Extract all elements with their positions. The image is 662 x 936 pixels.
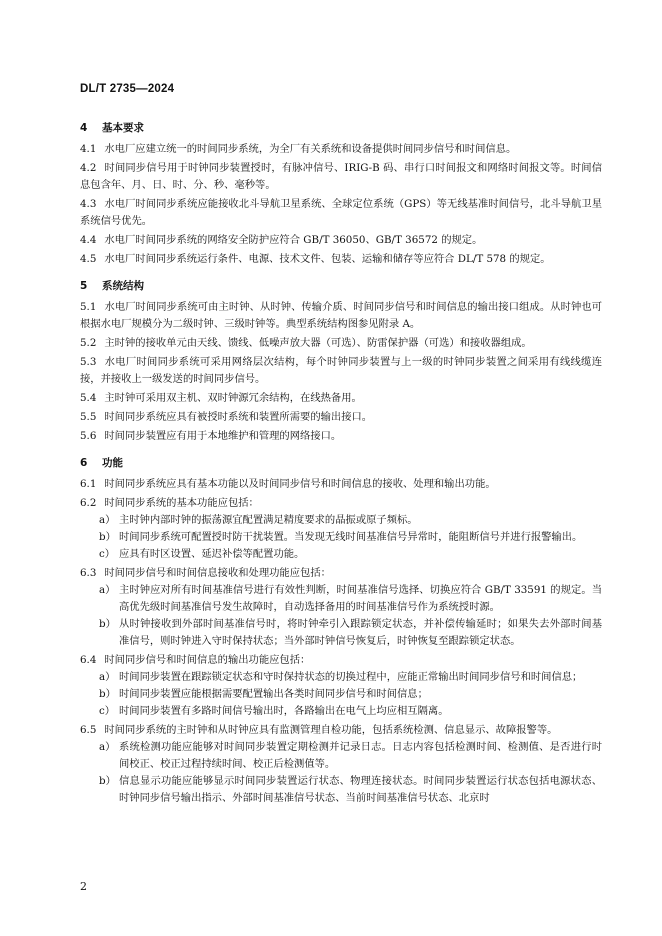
list-item-text: 时间同步装置在跟踪锁定状态和守时保持状态的切换过程中，应能正常输出时间同步信号和时间信息； bbox=[119, 671, 583, 683]
list-item bbox=[80, 529, 602, 546]
clause-number: 4.1 bbox=[80, 143, 97, 155]
clause-text bbox=[80, 141, 602, 158]
clause-number: 4.2 bbox=[80, 162, 97, 174]
list-item-text: 从时钟接收到外部时间基准信号时，将时钟牵引入跟踪锁定状态，并补偿传输延时；如果失去外部时间基准信号，则时钟进入守时保持状态；当外部时钟信号恢复后，时钟恢复至跟踪锁定状态。 bbox=[119, 618, 602, 647]
clause-number: 6.2 bbox=[80, 497, 97, 509]
document-header: DL/T 2735—2024 bbox=[80, 83, 175, 95]
clause-body: 水电厂时间同步系统可由主时钟、从时钟、传输介质、时间同步信号和时间信息的输出接口组成。从时钟也可根据水电厂规模分为二级时钟、三级时钟等。典型系统结构图参见附录 A。 bbox=[80, 301, 602, 330]
clause-number: 5.3 bbox=[80, 356, 97, 368]
clause-body: 水电厂时间同步系统可采用网络层次结构，每个时钟同步装置与上一级的时钟同步装置之间采用有线线缆连接，并接收上一级发送的时间同步信号。 bbox=[80, 356, 602, 385]
clause-body: 时间同步系统的主时钟和从时钟应具有监测管理自检功能，包括系统检测、信息显示、故障报警等。 bbox=[104, 724, 558, 736]
list-item-label: c） bbox=[99, 548, 116, 560]
list-item-text: 主时钟应对所有时间基准信号进行有效性判断，时间基准信号选择、切换应符合 GB/T 33591 的规定。当高优先级时间基准信号发生故障时，自动选择备用的时间基准信号作为系统授时源。 bbox=[119, 584, 602, 613]
list-item bbox=[80, 739, 602, 773]
list-item bbox=[80, 512, 602, 529]
list-item-label: b） bbox=[99, 618, 116, 630]
clause-number: 4.3 bbox=[80, 198, 97, 210]
clause bbox=[80, 232, 602, 249]
clause-number: 6.1 bbox=[80, 478, 97, 490]
clause-body: 时间同步系统的基本功能应包括： bbox=[104, 497, 259, 509]
section-number: 5 bbox=[80, 280, 88, 292]
clause-text bbox=[80, 354, 602, 388]
clause-number: 4.5 bbox=[80, 253, 97, 265]
clause bbox=[80, 335, 602, 352]
section-title: 系统结构 bbox=[102, 280, 144, 292]
clause-number: 5.6 bbox=[80, 430, 97, 442]
clause-body: 水电厂时间同步系统的网络安全防护应符合 GB/T 36050、GB/T 36572 的规定。 bbox=[104, 234, 483, 246]
clause-text bbox=[80, 495, 602, 512]
clause-body: 时间同步系统应具有基本功能以及时间同步信号和时间信息的接收、处理和输出功能。 bbox=[104, 478, 496, 490]
clause-text bbox=[80, 196, 602, 230]
clause-text bbox=[80, 476, 602, 493]
list-item bbox=[80, 582, 602, 616]
list-item-label: a） bbox=[99, 671, 116, 683]
section-number: 6 bbox=[80, 457, 88, 469]
list-item-label: a） bbox=[99, 514, 116, 526]
list-item-text: 主时钟内部时钟的振荡源宜配置满足精度要求的晶振或原子频标。 bbox=[119, 514, 418, 526]
clause bbox=[80, 354, 602, 388]
list-item-label: b） bbox=[99, 531, 116, 543]
clause-text bbox=[80, 251, 602, 268]
list-item-label: a） bbox=[99, 584, 116, 596]
section-heading bbox=[80, 120, 602, 135]
list-item bbox=[80, 703, 602, 720]
clause bbox=[80, 251, 602, 268]
list-item-text: 时间同步装置应能根据需要配置输出各类时间同步信号和时间信息； bbox=[119, 688, 428, 700]
section-title: 基本要求 bbox=[102, 122, 144, 134]
clause-body: 时间同步信号和时间信息的输出功能应包括： bbox=[104, 654, 311, 666]
clause bbox=[80, 196, 602, 230]
clause-body: 主时钟的接收单元由天线、馈线、低噪声放大器（可选）、防雷保护器（可选）和接收器组成。 bbox=[104, 337, 532, 349]
clause bbox=[80, 476, 602, 493]
clause-number: 4.4 bbox=[80, 234, 97, 246]
clause bbox=[80, 390, 602, 407]
list-item bbox=[80, 686, 602, 703]
clause-number: 5.2 bbox=[80, 337, 97, 349]
clause bbox=[80, 299, 602, 333]
clause-text bbox=[80, 409, 602, 426]
list-item-text: 时间同步装置有多路时间信号输出时，各路输出在电气上均应相互隔离。 bbox=[119, 705, 449, 717]
clause bbox=[80, 495, 602, 563]
clause-text bbox=[80, 335, 602, 352]
clause-number: 6.3 bbox=[80, 567, 97, 579]
clause-body: 水电厂应建立统一的时间同步系统，为全厂有关系统和设备提供时间同步信号和时间信息。 bbox=[104, 143, 517, 155]
list-item-text: 系统检测功能应能够对时间同步装置定期检测并记录日志。日志内容包括检测时间、检测值、是否进行时间校正、校正过程持续时间、校正后检测值等。 bbox=[119, 741, 602, 770]
clause-body: 时间同步信号和时间信息接收和处理功能应包括： bbox=[104, 567, 331, 579]
clause bbox=[80, 652, 602, 720]
section-title: 功能 bbox=[102, 457, 123, 469]
clause bbox=[80, 141, 602, 158]
document-body bbox=[80, 110, 602, 809]
clause bbox=[80, 565, 602, 650]
clause-body: 时间同步信号用于时钟同步装置授时，有脉冲信号、IRIG-B 码、串行口时间报文和网络时间报文等。时间信息包含年、月、日、时、分、秒、毫秒等。 bbox=[80, 162, 602, 191]
clause bbox=[80, 409, 602, 426]
clause-number: 5.1 bbox=[80, 301, 97, 313]
clause-text bbox=[80, 160, 602, 194]
list-item-label: b） bbox=[99, 775, 116, 787]
list-item bbox=[80, 546, 602, 563]
clause-text bbox=[80, 428, 602, 445]
list-item-label: b） bbox=[99, 688, 116, 700]
clause-text bbox=[80, 232, 602, 249]
clause-text bbox=[80, 722, 602, 739]
section-heading bbox=[80, 278, 602, 293]
clause bbox=[80, 160, 602, 194]
clause-number: 6.5 bbox=[80, 724, 97, 736]
clause-body: 水电厂时间同步系统应能接收北斗导航卫星系统、全球定位系统（GPS）等无线基准时间信号，北斗导航卫星系统信号优先。 bbox=[80, 198, 602, 227]
clause-body: 时间同步装置应有用于本地维护和管理的网络接口。 bbox=[104, 430, 342, 442]
clause-text bbox=[80, 652, 602, 669]
list-item bbox=[80, 669, 602, 686]
clause-body: 主时钟可采用双主机、双时钟源冗余结构，在线热备用。 bbox=[104, 392, 362, 404]
clause-body: 水电厂时间同步系统运行条件、电源、技术文件、包装、运输和储存等应符合 DL/T 578 的规定。 bbox=[104, 253, 551, 265]
clause-number: 5.5 bbox=[80, 411, 97, 423]
clause bbox=[80, 428, 602, 445]
clause-number: 5.4 bbox=[80, 392, 97, 404]
list-item-text: 应具有时区设置、延迟补偿等配置功能。 bbox=[119, 548, 305, 560]
list-item bbox=[80, 773, 602, 807]
clause-text bbox=[80, 565, 602, 582]
clause-number: 6.4 bbox=[80, 654, 97, 666]
section-heading bbox=[80, 455, 602, 470]
clause-body: 时间同步系统应具有被授时系统和装置所需要的输出接口。 bbox=[104, 411, 373, 423]
list-item-label: a） bbox=[99, 741, 116, 753]
section-number: 4 bbox=[80, 122, 88, 134]
list-item-label: c） bbox=[99, 705, 116, 717]
list-item-text: 信息显示功能应能够显示时间同步装置运行状态、物理连接状态。时间同步装置运行状态包括电源状态、时钟同步信号输出指示、外部时间基准信号状态、当前时间基准信号状态、北京时 bbox=[119, 775, 602, 804]
list-item bbox=[80, 616, 602, 650]
clause-text bbox=[80, 299, 602, 333]
clause-text bbox=[80, 390, 602, 407]
list-item-text: 时间同步系统可配置授时防干扰装置。当发现无线时间基准信号异常时，能阻断信号并进行报警输出。 bbox=[119, 531, 583, 543]
page-number: 2 bbox=[80, 880, 87, 893]
clause bbox=[80, 722, 602, 807]
